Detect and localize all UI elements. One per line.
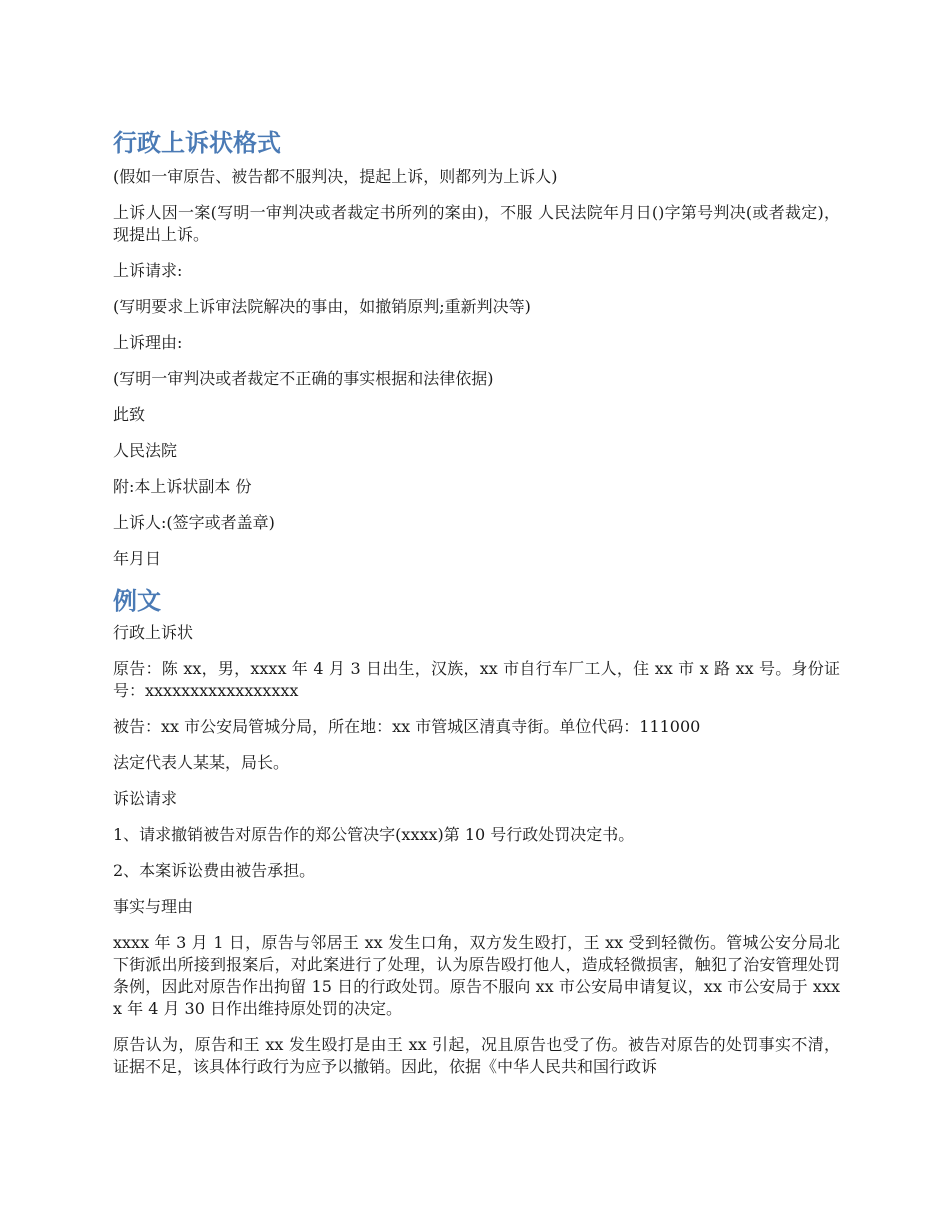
paragraph: 附:本上诉状副本 份 [113, 477, 252, 496]
paragraph: 此致 [113, 405, 146, 424]
section-heading-example: 例文 [113, 587, 161, 615]
paragraph: 原告：陈 xx，男，xxxx 年 4 月 3 日出生，汉族，xx 市自行车厂工人，住 xx 市 x 路 xx 号。身份证号：xxxxxxxxxxxxxxxxx [113, 659, 840, 700]
paragraph: xxxx 年 3 月 1 日，原告与邻居王 xx 发生口角，双方发生殴打，王 xx 受到轻微伤。管城公安分局北下街派出所接到报案后，对此案进行了处理，认为原告殴打他人，造成轻微损害，触犯了治安管理处罚条例，因此对原告作出拘留 15 日的行政处罚。原告不服向 xx 市公安局申请复议，xx 市公安局于 xxxx 年 4 月 30 日作出维持原处罚的决定。 [113, 933, 840, 1018]
paragraph: 人民法院 [113, 441, 178, 460]
paragraph: 行政上诉状 [113, 623, 194, 642]
paragraph: 年月日 [113, 549, 162, 568]
paragraph: 被告：xx 市公安局管城分局，所在地：xx 市管城区清真寺街。单位代码：111000 [113, 717, 701, 736]
paragraph: 法定代表人某某，局长。 [113, 753, 290, 772]
paragraph: 上诉理由: [113, 333, 183, 352]
paragraph: 原告认为，原告和王 xx 发生殴打是由王 xx 引起，况且原告也受了伤。被告对原告的处罚事实不清，证据不足，该具体行政行为应予以撤销。因此，依据《中华人民共和国行政诉 [113, 1035, 840, 1076]
paragraph: (假如一审原告、被告都不服判决，提起上诉，则都列为上诉人) [113, 167, 558, 186]
paragraph: (写明要求上诉审法院解决的事由，如撤销原判;重新判决等) [113, 297, 531, 316]
paragraph: 上诉人:(签字或者盖章) [113, 513, 275, 532]
paragraph: 上诉请求: [113, 261, 183, 280]
paragraph: 事实与理由 [113, 897, 194, 916]
paragraph: 上诉人因一案(写明一审判决或者裁定书所列的案由)，不服 人民法院年月日()字第号判决(或者裁定)，现提出上诉。 [113, 203, 840, 244]
paragraph: 1、请求撤销被告对原告作的郑公管决字(xxxx)第 10 号行政处罚决定书。 [113, 825, 635, 844]
paragraph: (写明一审判决或者裁定不正确的事实根据和法律依据) [113, 369, 494, 388]
paragraph: 诉讼请求 [113, 789, 178, 808]
document-page [113, 126, 840, 1092]
paragraph: 2、本案诉讼费由被告承担。 [113, 861, 316, 880]
section-heading-format: 行政上诉状格式 [113, 129, 281, 157]
